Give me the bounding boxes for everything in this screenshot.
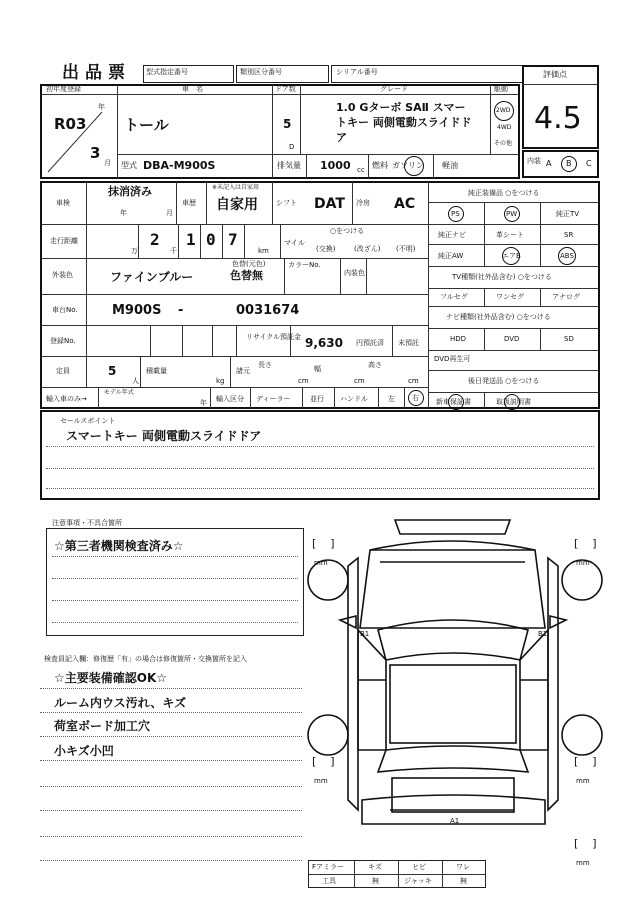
unit-km: km xyxy=(258,247,269,255)
genuine-title: 純正装備品 ○をつける xyxy=(468,189,540,197)
inspection-month: 月 xyxy=(166,209,173,217)
tire-unit-rl: mm xyxy=(314,777,328,785)
inspector-line-2: ルーム内ウス汚れ、キズ xyxy=(54,696,187,710)
pw-label: PW xyxy=(506,210,518,218)
damage-mark-right: B1 xyxy=(538,630,548,638)
tire-bracket-fl: [ ] xyxy=(312,537,335,550)
first-reg-era: R03 xyxy=(54,115,87,133)
interior-a: A xyxy=(546,159,552,168)
load-unit: kg xyxy=(216,377,225,385)
interior-c: C xyxy=(586,159,592,168)
notes-label: 注意事項・不具合箇所 xyxy=(52,519,122,527)
tire-bracket-rr: [ ] xyxy=(574,755,597,768)
meter-swap: (交換) xyxy=(316,245,336,253)
recycle-value: 9,630 xyxy=(305,336,343,350)
warranty-label: 新車保証書 xyxy=(436,398,471,406)
handle-left: 左 xyxy=(388,395,395,403)
capacity-unit: 人 xyxy=(132,377,139,385)
year-suffix: 年 xyxy=(98,103,105,111)
navi-dvd: DVD xyxy=(504,335,520,343)
docs-title: 後日発送品 ○をつける xyxy=(468,377,540,385)
door-suffix: D xyxy=(289,143,295,151)
fuel-label: 燃料 xyxy=(372,161,388,170)
damage-mark-bottom: A1 xyxy=(450,817,460,825)
rating-value: 4.5 xyxy=(534,101,582,136)
navi-title: ナビ種類(社外品含む) ○をつける xyxy=(446,313,551,321)
inspection-year: 年 xyxy=(120,209,127,217)
dim-length-unit: cm xyxy=(298,377,309,385)
navi-sd: SD xyxy=(564,335,574,343)
inspector-line-4: 小キズ小凹 xyxy=(54,744,114,758)
ps-label: PS xyxy=(451,210,460,218)
color-no-label: カラーNo. xyxy=(288,261,321,269)
notes-line-1: ☆第三者機関検査済み☆ xyxy=(54,539,184,553)
dim-height: 高さ xyxy=(368,361,382,369)
model-label: 型式 xyxy=(121,161,137,170)
legend-header-2: キズ xyxy=(368,863,382,871)
mileage-digit-4: 7 xyxy=(228,230,238,249)
meter-change: (改ざん) xyxy=(354,245,381,253)
light-oil-label: 軽油 xyxy=(442,161,458,170)
chassis-prefix: M900S xyxy=(112,303,162,318)
navi-hdd: HDD xyxy=(450,335,467,343)
import-label: 輸入車のみ→ xyxy=(46,395,87,403)
sunroof: SR xyxy=(564,231,574,239)
spare-tire-unit: mm xyxy=(576,859,590,867)
inspection-value: 抹消済み xyxy=(108,185,152,198)
tv-analog: アナログ xyxy=(552,293,580,301)
ext-color-value: ファインブルー xyxy=(110,270,194,284)
meter-note: ○をつける xyxy=(330,227,365,235)
dim-width: 幅 xyxy=(314,365,321,373)
tire-bracket-fr: [ ] xyxy=(574,537,597,550)
dim-height-unit: cm xyxy=(408,377,419,385)
category-label: 類別区分番号 xyxy=(240,68,282,76)
sales-point-label: セールスポイント xyxy=(60,417,116,425)
dims-label: 諸元 xyxy=(236,367,250,375)
legend-value-1: 工具 xyxy=(322,877,336,885)
recycle-unit: 円預託済 xyxy=(356,339,384,347)
dim-length: 長さ xyxy=(258,361,272,369)
import-parallel: 並行 xyxy=(310,395,324,403)
tv-full-seg: フルセグ xyxy=(440,293,468,301)
abs-label: ABS xyxy=(560,252,574,260)
first-reg-month: 3 xyxy=(90,144,101,162)
chassis-dash: - xyxy=(178,303,184,318)
usage-label: 車歴 xyxy=(182,199,196,207)
displacement-unit: cc xyxy=(357,166,365,174)
sales-point-section xyxy=(40,410,600,500)
leather-seat: 革シート xyxy=(496,231,524,239)
model-cert-label: 型式指定番号 xyxy=(146,68,188,76)
tire-unit-fl: mm xyxy=(314,559,328,567)
unit-man: 万 xyxy=(131,247,138,255)
meter-unknown: (不明) xyxy=(396,245,416,253)
displacement-label: 排気量 xyxy=(277,161,301,170)
displacement-value: 1000 xyxy=(320,159,351,172)
fuel-value: ガソリン xyxy=(392,161,424,170)
int-color-label: 内装色 xyxy=(344,269,365,277)
serial-label: シリアル番号 xyxy=(336,68,378,76)
legend-value-4: 無 xyxy=(460,877,467,885)
handle-right: 右 xyxy=(412,394,419,402)
car-damage-diagram xyxy=(300,510,610,860)
genuine-aw: 純正AW xyxy=(438,252,464,260)
chassis-number: 0031674 xyxy=(236,303,300,318)
load-label: 積載量 xyxy=(146,367,167,375)
mileage-digit-3: 0 xyxy=(206,230,216,249)
door-count: 5 xyxy=(283,117,292,131)
drive-label: 駆動 xyxy=(494,85,508,93)
car-name: トール xyxy=(124,116,169,134)
usage-value: 自家用 xyxy=(216,197,258,213)
import-dealer: ディーラー xyxy=(256,395,291,403)
tire-bracket-rl: [ ] xyxy=(312,755,335,768)
mileage-label: 走行距離 xyxy=(50,237,78,245)
shift-value: DAT xyxy=(314,196,345,212)
import-type-label: 輸入区分 xyxy=(216,395,244,403)
drive-other: その他 xyxy=(494,140,513,147)
dvd-player: DVD再生可 xyxy=(434,355,471,363)
legend-header-4: ワレ xyxy=(456,863,470,871)
legend-value-3: ジャッキ xyxy=(404,877,432,885)
ac-value: AC xyxy=(394,196,416,212)
drive-2wd: 2WD xyxy=(496,107,511,114)
meter-label: マイル xyxy=(284,239,305,247)
sales-point-text: スマートキー 両側電動スライドドア xyxy=(66,429,262,443)
tire-unit-rr: mm xyxy=(576,777,590,785)
grade-text: 1.0 Gターボ SAⅡ スマートキー 両側電動スライドドア xyxy=(336,101,472,144)
legend-value-2: 無 xyxy=(372,877,379,885)
genuine-navi: 純正ナビ xyxy=(438,231,466,239)
legend-header-3: ヒビ xyxy=(412,863,426,871)
reg-no-label: 登録No. xyxy=(50,337,76,345)
usage-note: ※未記入は自家用 xyxy=(212,184,260,191)
recycle-status: 未預託 xyxy=(398,339,419,347)
color-changed-label: 色替(元色) xyxy=(232,260,266,268)
manual-label: 取扱説明書 xyxy=(496,398,531,406)
tire-unit-fr: mm xyxy=(576,559,590,567)
ac-label: 冷房 xyxy=(356,199,370,207)
legend-header-1: Fアミラー xyxy=(312,863,345,871)
interior-label: 内装 xyxy=(527,157,541,165)
spare-tire-bracket: [ ] xyxy=(574,837,597,850)
tv-one-seg: ワンセグ xyxy=(496,293,524,301)
color-changed-value: 色替無 xyxy=(230,269,263,282)
recycle-label: リサイクル預託金 xyxy=(246,333,302,341)
first-reg-label: 初年度登録 xyxy=(46,85,81,93)
capacity-label: 定員 xyxy=(56,367,70,375)
inspector-line-1: ☆主要装備確認OK☆ xyxy=(54,671,168,685)
tv-title: TV種類(社外品含む) ○をつける xyxy=(452,273,552,281)
model-code: DBA-M900S xyxy=(143,159,216,172)
dim-width-unit: cm xyxy=(354,377,365,385)
genuine-tv: 純正TV xyxy=(556,210,580,218)
fuel-circle xyxy=(404,156,424,176)
model-year-label: モデル年式 xyxy=(104,389,134,396)
inspector-label: 検査員記入欄：修復歴「有」の場合は修復箇所・交換箇所を記入 xyxy=(44,655,247,663)
chassis-label: 車台No. xyxy=(52,306,78,314)
form-title: 出品票 xyxy=(62,63,131,83)
capacity-value: 5 xyxy=(108,364,117,378)
grade-label: グレード xyxy=(380,85,408,93)
damage-mark-left: B1 xyxy=(360,630,370,638)
mileage-digit-2: 1 xyxy=(186,230,196,249)
inspector-line-3: 荷室ボード加工穴 xyxy=(54,719,151,733)
airbag-label: エアB xyxy=(502,252,521,260)
handle-label: ハンドル xyxy=(340,395,368,403)
month-suffix: 月 xyxy=(104,159,111,167)
mileage-digit-1: 2 xyxy=(150,230,160,249)
ext-color-label: 外装色 xyxy=(52,271,73,279)
unit-sen: 千 xyxy=(170,247,177,255)
inspection-label: 車検 xyxy=(56,199,70,207)
car-name-label: 車 名 xyxy=(182,85,203,93)
drive-4wd: 4WD xyxy=(497,124,512,131)
interior-b: B xyxy=(566,159,572,168)
shift-label: シフト xyxy=(276,199,297,207)
model-year-unit: 年 xyxy=(200,399,207,407)
doors-label: ドア数 xyxy=(275,85,296,93)
rating-label: 評価点 xyxy=(543,70,567,79)
